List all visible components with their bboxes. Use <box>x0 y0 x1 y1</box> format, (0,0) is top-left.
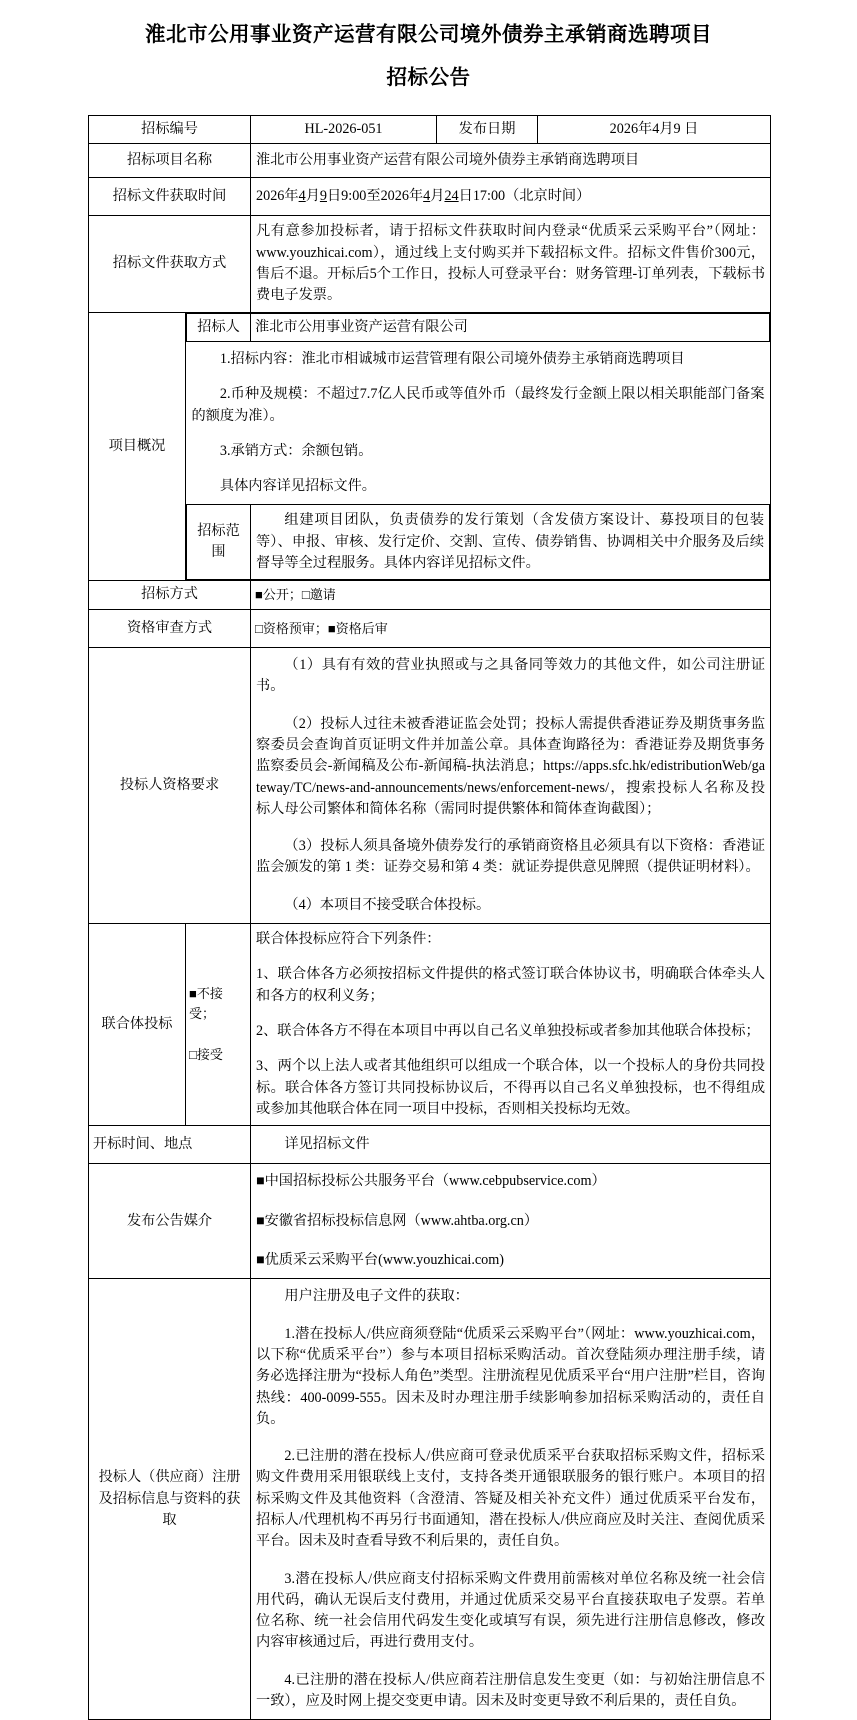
doc-time-month-1: 4 <box>298 188 306 205</box>
media-item-1[interactable]: ■中国招标投标公共服务平台（www.cebpubservice.com） <box>256 1173 606 1190</box>
table-row-project-name <box>89 143 771 177</box>
issue-date-value: 2026年4月9 日 <box>538 115 771 143</box>
table-row-bidder-qual <box>89 648 771 924</box>
register-label: 投标人（供应商）注册及招标信息与资料的获取 <box>89 1279 251 1720</box>
consortium-conditions <box>251 924 771 1126</box>
project-name-label: 招标项目名称 <box>89 143 251 177</box>
register-items <box>251 1279 771 1720</box>
table-row-open-time <box>89 1126 771 1164</box>
doc-method-label: 招标文件获取方式 <box>89 216 251 312</box>
tender-method-value[interactable]: ■公开；□邀请 <box>251 581 771 609</box>
bidder-qual-item-3: （3）投标人须具备境外债券发行的承销商资格且必须具有以下资格：香港证监会颁发的第 1 类：证券交易和第 4 类：就证券提供意见牌照（提供证明材料）。 <box>256 838 766 876</box>
consortium-choices[interactable] <box>186 924 251 1126</box>
doc-time-day-1: 9 <box>319 188 327 205</box>
overview-item-1: 1.招标内容：淮北市相诚城市运营管理有限公司境外债券主承销商选聘项目 <box>219 350 685 367</box>
consortium-label: 联合体投标 <box>89 924 186 1126</box>
scope-text: 组建项目团队，负责债券的发行策划（含发债方案设计、募投项目的包装等）、申报、审核、发行定价、交割、宣传、债券销售、协调相关中介服务及后续督导等全过程服务。具体内容详见招标文件。 <box>256 512 765 571</box>
bidder-qual-item-4: （4）本项目不接受联合体投标。 <box>284 896 491 913</box>
tender-method-label: 招标方式 <box>89 581 251 609</box>
register-intro: 用户注册及电子文件的获取： <box>284 1288 469 1305</box>
doc-time-sep-2: 日9:00至2026年 <box>326 188 424 205</box>
bidder-qual-label: 投标人资格要求 <box>89 648 251 924</box>
consortium-item-1: 1、联合体各方必须按招标文件提供的格式签订联合体协议书，明确联合体牵头人和各方的权利义务； <box>256 966 766 1004</box>
consortium-item-3: 3、两个以上法人或者其他组织可以组成一个联合体，以一个投标人的身份共同投标。联合体各方签订共同投标协议后，不得再以自己名义单独投标，也不得组成或参加其他联合体在同一项目中投标，否则相关投标均无效。 <box>256 1058 766 1117</box>
page-subtitle: 招标公告 <box>386 66 471 89</box>
doc-time-month-2: 4 <box>423 188 431 205</box>
page-title: 淮北市公用事业资产运营有限公司境外债券主承销商选聘项目 <box>145 24 712 46</box>
doc-time-prefix: 2026年 <box>256 188 299 205</box>
title-block <box>0 0 857 95</box>
register-item-4: 4.已注册的潜在投标人/供应商若注册信息发生变更（如：与初始注册信息不一致），应及时网上提交变更申请。因未及时变更导致不利后果的，责任自负。 <box>256 1671 766 1710</box>
table-row-doc-time <box>89 178 771 216</box>
qual-review-label: 资格审查方式 <box>89 609 251 648</box>
doc-time-value <box>251 178 771 216</box>
overview-item-4: 具体内容详见招标文件。 <box>219 478 376 495</box>
overview-inner-table <box>186 313 770 581</box>
doc-time-sep-3: 月 <box>430 188 445 205</box>
table-row-register <box>89 1279 771 1720</box>
table-row-consortium <box>89 924 771 1126</box>
overview-label: 项目概况 <box>89 312 186 581</box>
consortium-choice-reject[interactable]: ■不接受； <box>189 986 223 1021</box>
qual-review-value[interactable]: □资格预审；■资格后审 <box>251 609 771 648</box>
consortium-choice-accept[interactable]: □接受 <box>189 1047 223 1063</box>
tender-no-value: HL-2026-051 <box>251 115 437 143</box>
table-row-doc-method <box>89 216 771 312</box>
overview-row-items <box>187 341 770 504</box>
overview-row-tenderee <box>187 313 770 341</box>
doc-time-day-2: 24 <box>444 188 459 205</box>
table-row-media <box>89 1164 771 1279</box>
table-row-overview <box>89 312 771 581</box>
scope-value <box>251 505 770 580</box>
issue-date-label: 发布日期 <box>437 115 538 143</box>
consortium-item-2: 2、联合体各方不得在本项目中再以自己名义单独投标或者参加其他联合体投标； <box>256 1022 760 1039</box>
table-row-qual-review <box>89 609 771 648</box>
open-time-label: 开标时间、地点 <box>89 1126 251 1164</box>
overview-item-3: 3.承销方式：余额包销。 <box>219 442 373 459</box>
tenderee-label: 招标人 <box>187 313 251 341</box>
scope-label: 招标范围 <box>187 505 251 580</box>
project-name-value: 淮北市公用事业资产运营有限公司境外债券主承销商选聘项目 <box>251 143 771 177</box>
open-time-value <box>251 1126 771 1164</box>
register-item-1: 1.潜在投标人/供应商须登陆“优质采云采购平台”（网址：www.youzhicai.com，以下称“优质采平台”）参与本项目招标采购活动。首次登陆须办理注册手续，请务必选择注册为“投标人角色”类型。注册流程见优质采平台“用户注册”栏目，咨询热线：400-0099-555。因未及时办理注册手续影响参加招标采购活动的，责任自负。 <box>256 1325 766 1427</box>
overview-item-2: 2.币种及规模：不超过7.7亿人民币或等值外币（最终发行金额上限以相关职能部门备案的额度为准）。 <box>191 386 765 424</box>
overview-items <box>187 341 770 504</box>
tenderee-value: 淮北市公用事业资产运营有限公司 <box>251 313 770 341</box>
doc-method-value <box>251 216 771 312</box>
media-item-3[interactable]: ■优质采云采购平台(www.youzhicai.com) <box>256 1252 505 1269</box>
register-item-3: 3.潜在投标人/供应商支付招标采购文件费用前需核对单位名称及统一社会信用代码，确认无误后支付费用，并通过优质采交易平台直接获取电子发票。若单位名称、统一社会信用代码发生变化或填写有误，须先进行注册信息修改，修改内容审核通过后，再进行费用支付。 <box>256 1570 766 1651</box>
media-items <box>251 1164 771 1279</box>
bidder-qual-item-2: （2）投标人过往未被香港证监会处罚；投标人需提供香港证券及期货事务监察委员会查询首页证明文件并加盖公章。具体查询路径为：香港证券及期货事务监察委员会-新闻稿及公布-新闻稿-执法消息；https://apps.sfc.hk/edistributionWeb/gateway/TC/news-and-announcements/news/enforcement-news/，搜索投标人名称及投标人母公司繁体和简体名称（需同时提供繁体和简体查询截图）； <box>256 715 766 817</box>
tender-no-label: 招标编号 <box>89 115 251 143</box>
doc-time-label: 招标文件获取时间 <box>89 178 251 216</box>
register-item-2: 2.已注册的潜在投标人/供应商可登录优质采平台获取招标采购文件，招标采购文件费用采用银联线上支付，支持各类开通银联服务的银行账户。本项目的招标采购文件及其他资料（含澄清、答疑及相关补充文件）通过优质采平台发布，招标人/代理机构不再另行书面通知，潜在投标人/供应商应及时关注、查阅优质采平台。因未及时查看导致不利后果的，责任自负。 <box>256 1448 766 1550</box>
doc-time-suffix: 日17:00（北京时间） <box>458 188 591 205</box>
doc-time-sep-1: 月 <box>305 188 320 205</box>
tender-announcement-table <box>88 115 771 1720</box>
bidder-qual-items <box>251 648 771 924</box>
overview-content <box>186 312 771 581</box>
open-time-text: 详见招标文件 <box>284 1136 370 1153</box>
consortium-intro: 联合体投标应符合下列条件： <box>256 931 441 948</box>
media-label: 发布公告媒介 <box>89 1164 251 1279</box>
media-item-2[interactable]: ■安徽省招标投标信息网（www.ahtba.org.cn） <box>256 1212 539 1229</box>
table-row-tender-method <box>89 581 771 609</box>
table-row-tender-no <box>89 115 771 143</box>
bidder-qual-item-1: （1）具有有效的营业执照或与之具备同等效力的其他文件，如公司注册证书。 <box>256 657 766 695</box>
doc-method-text: 凡有意参加投标者，请于招标文件获取时间内登录“优质采云采购平台”（网址：www.youzhicai.com），通过线上支付购买并下载招标文件。招标文件售价300元，售后不退。开标后5个工作日，投标人可登录平台：财务管理-订单列表，下载标书费电子发票。 <box>256 223 766 304</box>
overview-row-scope <box>187 505 770 580</box>
consortium-choice-gap <box>189 1023 247 1045</box>
